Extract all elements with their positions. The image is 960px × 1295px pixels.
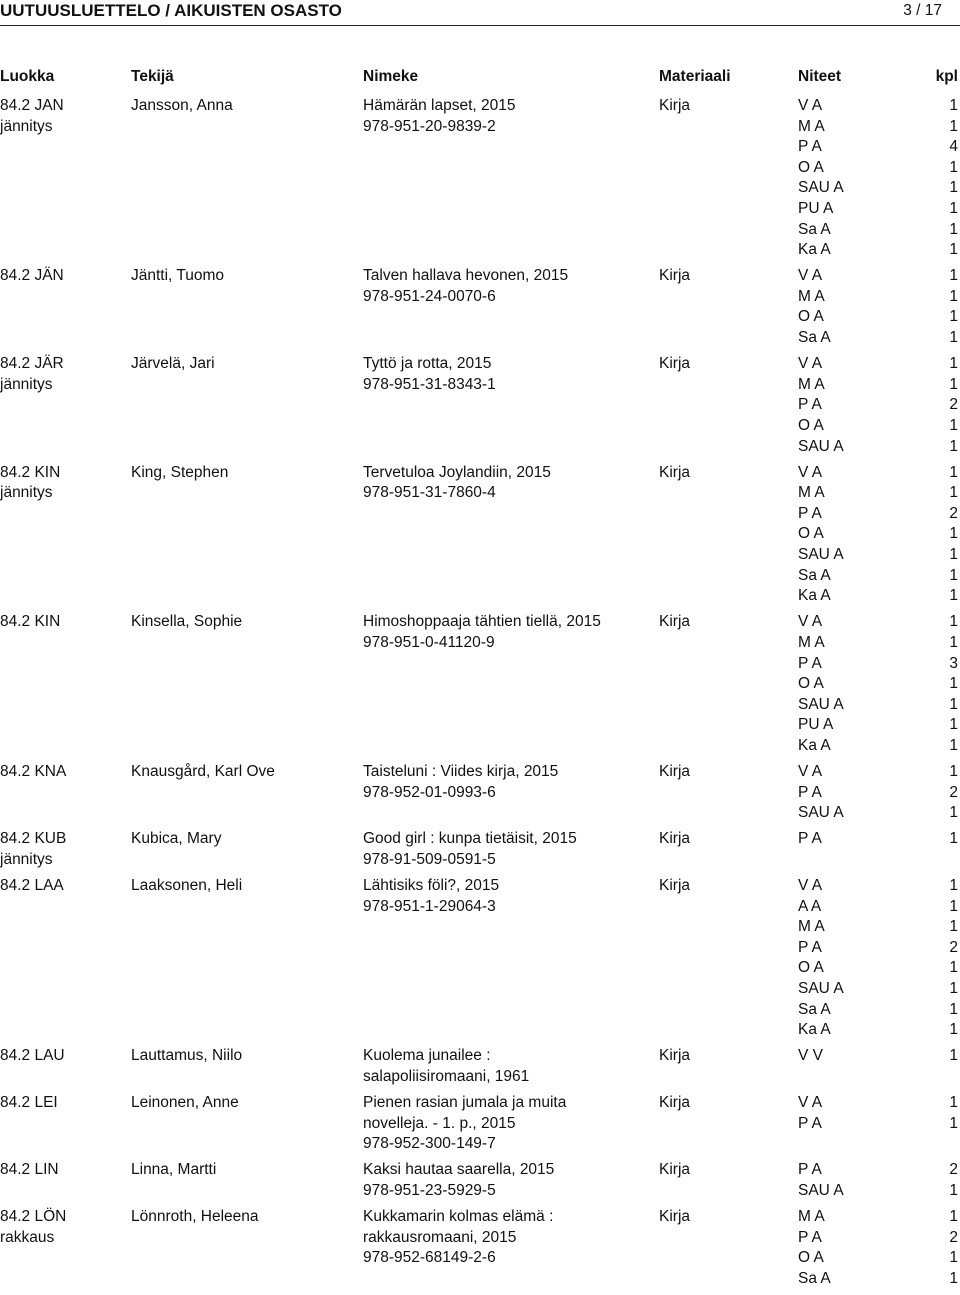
author: Jäntti, Tuomo [131, 267, 225, 285]
column-header-luokka: Luokka [0, 68, 55, 85]
author-cell [131, 266, 224, 287]
material-cell [659, 612, 690, 633]
holding-count: 1 [949, 675, 958, 693]
column-header-niteet: Niteet [798, 68, 842, 85]
title-line: salapoliisiromaani, 1961 [363, 1067, 530, 1085]
holdings-location-cell [798, 1046, 823, 1067]
holding-count: 1 [949, 267, 958, 285]
catalog-entry [0, 1160, 960, 1207]
holding-location: P A [798, 1228, 822, 1246]
holding-location: M A [798, 1208, 825, 1226]
material: Kirja [659, 763, 691, 781]
holding-location: P A [798, 830, 822, 848]
material: Kirja [659, 1161, 691, 1179]
author-cell [131, 354, 215, 375]
catalog-entry [0, 1093, 960, 1160]
isbn: 978-951-0-41120-9 [363, 633, 495, 651]
holding-count: 1 [949, 830, 958, 848]
author-cell [131, 463, 228, 484]
holdings-count-cell [949, 1207, 958, 1289]
holding-count: 1 [949, 158, 958, 176]
title-cell [363, 1046, 633, 1087]
holding-location: M A [798, 287, 825, 305]
author: Lauttamus, Niilo [131, 1047, 243, 1065]
holding-count: 1 [949, 546, 958, 564]
title-cell [363, 354, 633, 395]
holding-location: O A [798, 525, 824, 543]
holding-location: Ka A [798, 736, 831, 754]
holding-location: P A [798, 783, 822, 801]
holding-count: 1 [949, 1021, 958, 1039]
column-headers [0, 68, 960, 90]
holding-count: 1 [949, 1269, 958, 1287]
isbn: 978-91-509-0591-5 [363, 850, 496, 868]
holding-count: 1 [949, 959, 958, 977]
genre: jännitys [0, 850, 53, 868]
title-cell [363, 876, 633, 917]
material-cell [659, 1160, 690, 1181]
holdings-count-cell [949, 1093, 958, 1134]
isbn: 978-951-31-8343-1 [363, 375, 496, 393]
luokka-cell [0, 612, 60, 633]
column-header-tekija: Tekijä [131, 68, 174, 85]
luokka-cell [0, 762, 66, 783]
holding-location: O A [798, 416, 824, 434]
isbn: 978-951-1-29064-3 [363, 897, 496, 915]
genre: rakkaus [0, 1228, 55, 1246]
material-cell [659, 354, 690, 375]
holding-count: 2 [949, 1161, 958, 1179]
author-cell [131, 1160, 216, 1181]
holding-count: 1 [949, 918, 958, 936]
holding-location: V V [798, 1047, 823, 1065]
material-cell [659, 876, 690, 897]
holdings-count-cell [949, 762, 958, 824]
holding-count: 1 [949, 1114, 958, 1132]
classification: 84.2 LIN [0, 1161, 59, 1179]
holding-location: Sa A [798, 1000, 831, 1018]
holding-location: Sa A [798, 1269, 831, 1287]
holding-count: 1 [949, 355, 958, 373]
title-line: novelleja. - 1. p., 2015 [363, 1114, 516, 1132]
holding-count: 1 [949, 463, 958, 481]
title-cell [363, 1207, 633, 1269]
genre: jännitys [0, 375, 53, 393]
author: King, Stephen [131, 463, 229, 481]
holding-count: 1 [949, 980, 958, 998]
holdings-count-cell [949, 829, 958, 850]
author: Kinsella, Sophie [131, 613, 243, 631]
holding-location: P A [798, 396, 822, 414]
author-cell [131, 1093, 239, 1114]
catalog-entry [0, 1207, 960, 1295]
holding-count: 1 [949, 199, 958, 217]
holding-count: 2 [949, 938, 958, 956]
column-header-materiaali: Materiaali [659, 68, 731, 85]
title-cell [363, 96, 633, 137]
title-cell [363, 762, 633, 803]
catalog-list [0, 96, 960, 1295]
holding-count: 1 [949, 877, 958, 895]
holding-location: V A [798, 613, 823, 631]
holding-location: Ka A [798, 1021, 831, 1039]
title-line: Talven hallava hevonen, 2015 [363, 267, 569, 285]
author-cell [131, 1046, 242, 1067]
holding-count: 1 [949, 1249, 958, 1267]
holding-location: M A [798, 484, 825, 502]
holding-location: Sa A [798, 220, 831, 238]
material: Kirja [659, 1208, 691, 1226]
title-line: Kuolema junailee : [363, 1047, 491, 1065]
author-cell [131, 876, 242, 897]
classification: 84.2 LAA [0, 877, 64, 895]
luokka-cell [0, 876, 64, 897]
catalog-entry [0, 876, 960, 1046]
holdings-location-cell [798, 96, 844, 261]
holding-count: 1 [949, 763, 958, 781]
classification: 84.2 LAU [0, 1047, 65, 1065]
catalog-entry [0, 612, 960, 762]
catalog-entry [0, 1046, 960, 1093]
holding-count: 1 [949, 375, 958, 393]
holding-location: M A [798, 633, 825, 651]
title-line: rakkausromaani, 2015 [363, 1228, 517, 1246]
holding-count: 1 [949, 287, 958, 305]
classification: 84.2 LÖN [0, 1208, 67, 1226]
holding-location: V A [798, 355, 823, 373]
luokka-cell [0, 829, 66, 870]
holdings-count-cell [949, 463, 958, 607]
holding-location: O A [798, 1249, 824, 1267]
title-line: Himoshoppaaja tähtien tiellä, 2015 [363, 613, 601, 631]
column-header-kpl: kpl [935, 68, 958, 85]
holding-location: V A [798, 97, 823, 114]
title-line: Taisteluni : Viides kirja, 2015 [363, 763, 559, 781]
holding-location: P A [798, 138, 822, 156]
title-line: Tervetuloa Joylandiin, 2015 [363, 463, 551, 481]
holding-location: V A [798, 1094, 823, 1112]
holding-count: 1 [949, 329, 958, 347]
holdings-location-cell [798, 876, 844, 1041]
author: Järvelä, Jari [131, 355, 215, 373]
holdings-count-cell [949, 266, 958, 348]
holdings-location-cell [798, 354, 844, 457]
holdings-count-cell [949, 876, 958, 1041]
holding-location: SAU A [798, 179, 844, 197]
holding-location: V A [798, 763, 823, 781]
material: Kirja [659, 463, 691, 481]
genre: jännitys [0, 117, 53, 135]
holding-count: 1 [949, 716, 958, 734]
holding-count: 1 [949, 695, 958, 713]
holding-count: 1 [949, 736, 958, 754]
isbn: 978-951-20-9839-2 [363, 117, 496, 135]
author: Lönnroth, Heleena [131, 1208, 259, 1226]
holding-location: V A [798, 877, 823, 895]
material-cell [659, 1093, 690, 1114]
title-line: Pienen rasian jumala ja muita [363, 1094, 567, 1112]
holding-location: P A [798, 1161, 822, 1179]
holding-count: 1 [949, 1094, 958, 1112]
holding-location: V A [798, 463, 823, 481]
classification: 84.2 JÄR [0, 355, 64, 373]
author: Linna, Martti [131, 1161, 217, 1179]
holding-count: 2 [949, 1228, 958, 1246]
holding-location: M A [798, 375, 825, 393]
catalog-entry [0, 829, 960, 876]
holding-location: SAU A [798, 546, 844, 564]
catalog-entry [0, 96, 960, 266]
isbn: 978-952-01-0993-6 [363, 783, 496, 801]
luokka-cell [0, 266, 64, 287]
holding-location: O A [798, 308, 824, 326]
header-divider [0, 25, 960, 26]
title-line: Hämärän lapset, 2015 [363, 97, 516, 114]
material: Kirja [659, 1094, 691, 1112]
material-cell [659, 1046, 690, 1067]
title-cell [363, 1093, 633, 1155]
holding-location: O A [798, 675, 824, 693]
material: Kirja [659, 355, 691, 373]
page-header [0, 0, 960, 24]
holding-location: SAU A [798, 804, 844, 822]
holdings-count-cell [949, 96, 958, 261]
holding-count: 1 [949, 633, 958, 651]
holding-count: 1 [949, 437, 958, 455]
author-cell [131, 96, 233, 117]
holding-location: SAU A [798, 437, 844, 455]
holdings-location-cell [798, 266, 831, 348]
material-cell [659, 829, 690, 850]
holding-count: 2 [949, 396, 958, 414]
isbn: 978-952-300-149-7 [363, 1135, 496, 1153]
material: Kirja [659, 267, 691, 285]
author: Laaksonen, Heli [131, 877, 243, 895]
catalog-entry [0, 354, 960, 463]
page-number: 3 / 17 [903, 2, 942, 19]
luokka-cell [0, 96, 64, 137]
holding-count: 1 [949, 308, 958, 326]
holding-count: 1 [949, 897, 958, 915]
material: Kirja [659, 830, 691, 848]
holding-location: PU A [798, 716, 834, 734]
material-cell [659, 1207, 690, 1228]
catalog-entry [0, 266, 960, 354]
holding-location: V A [798, 267, 823, 285]
luokka-cell [0, 1160, 59, 1181]
holding-location: P A [798, 938, 822, 956]
holding-count: 1 [949, 179, 958, 197]
holding-location: P A [798, 654, 822, 672]
genre: jännitys [0, 484, 53, 502]
holdings-location-cell [798, 1207, 831, 1289]
holding-location: P A [798, 1114, 822, 1132]
holdings-location-cell [798, 612, 844, 756]
holding-location: Ka A [798, 241, 831, 259]
holding-count: 1 [949, 566, 958, 584]
holding-count: 1 [949, 416, 958, 434]
holding-location: O A [798, 959, 824, 977]
luokka-cell [0, 354, 64, 395]
holding-location: O A [798, 158, 824, 176]
author: Jansson, Anna [131, 97, 233, 114]
author-cell [131, 612, 242, 633]
holding-count: 1 [949, 220, 958, 238]
holding-location: Sa A [798, 566, 831, 584]
author: Kubica, Mary [131, 830, 222, 848]
holding-location: SAU A [798, 1181, 844, 1199]
holdings-count-cell [949, 354, 958, 457]
material-cell [659, 266, 690, 287]
title-line: Kaksi hautaa saarella, 2015 [363, 1161, 555, 1179]
title-cell [363, 1160, 633, 1201]
holdings-location-cell [798, 1160, 844, 1201]
holding-location: PU A [798, 199, 834, 217]
material: Kirja [659, 97, 691, 114]
luokka-cell [0, 463, 60, 504]
holding-location: M A [798, 918, 825, 936]
classification: 84.2 KIN [0, 463, 61, 481]
holdings-count-cell [949, 1160, 958, 1201]
holding-count: 1 [949, 97, 958, 114]
holdings-count-cell [949, 612, 958, 756]
author-cell [131, 829, 221, 850]
author: Leinonen, Anne [131, 1094, 239, 1112]
holding-count: 1 [949, 241, 958, 259]
luokka-cell [0, 1207, 66, 1248]
material-cell [659, 463, 690, 484]
holding-count: 1 [949, 1208, 958, 1226]
holding-location: A A [798, 897, 822, 915]
material: Kirja [659, 1047, 691, 1065]
material-cell [659, 762, 690, 783]
holdings-location-cell [798, 463, 844, 607]
classification: 84.2 JÄN [0, 267, 64, 285]
holding-count: 1 [949, 613, 958, 631]
isbn: 978-951-31-7860-4 [363, 484, 496, 502]
holding-location: P A [798, 504, 822, 522]
material-cell [659, 96, 690, 117]
holding-count: 2 [949, 504, 958, 522]
title-cell [363, 829, 633, 870]
holding-location: SAU A [798, 980, 844, 998]
holding-count: 1 [949, 117, 958, 135]
title-cell [363, 612, 633, 653]
holding-count: 1 [949, 484, 958, 502]
title-line: Kukkamarin kolmas elämä : [363, 1208, 554, 1226]
holdings-location-cell [798, 762, 844, 824]
holding-count: 1 [949, 587, 958, 605]
holding-count: 4 [949, 138, 958, 156]
holding-count: 3 [949, 654, 958, 672]
holding-count: 1 [949, 525, 958, 543]
holding-location: Sa A [798, 329, 831, 347]
author-cell [131, 1207, 259, 1228]
luokka-cell [0, 1093, 58, 1114]
isbn: 978-951-24-0070-6 [363, 287, 496, 305]
holding-location: M A [798, 117, 825, 135]
holding-count: 2 [949, 783, 958, 801]
material: Kirja [659, 613, 691, 631]
holding-count: 1 [949, 1000, 958, 1018]
holding-count: 1 [949, 1181, 958, 1199]
material: Kirja [659, 877, 691, 895]
column-header-nimeke: Nimeke [363, 68, 419, 85]
author: Knausgård, Karl Ove [131, 763, 275, 781]
holdings-location-cell [798, 829, 822, 850]
title-cell [363, 266, 633, 307]
holding-location: Ka A [798, 587, 831, 605]
document-title: UUTUUSLUETTELO / AIKUISTEN OSASTO [0, 1, 342, 20]
title-line: Tyttö ja rotta, 2015 [363, 355, 492, 373]
author-cell [131, 762, 275, 783]
catalog-entry [0, 762, 960, 829]
isbn: 978-952-68149-2-6 [363, 1249, 496, 1267]
catalog-entry [0, 463, 960, 613]
isbn: 978-951-23-5929-5 [363, 1181, 496, 1199]
holdings-location-cell [798, 1093, 822, 1134]
title-cell [363, 463, 633, 504]
classification: 84.2 KIN [0, 613, 61, 631]
holding-location: SAU A [798, 695, 844, 713]
classification: 84.2 JAN [0, 97, 64, 114]
title-line: Good girl : kunpa tietäisit, 2015 [363, 830, 577, 848]
classification: 84.2 KNA [0, 763, 67, 781]
holdings-count-cell [949, 1046, 958, 1067]
holding-count: 1 [949, 804, 958, 822]
classification: 84.2 LEI [0, 1094, 58, 1112]
classification: 84.2 KUB [0, 830, 67, 848]
luokka-cell [0, 1046, 65, 1067]
title-line: Lähtisiks föli?, 2015 [363, 877, 500, 895]
holding-count: 1 [949, 1047, 958, 1065]
